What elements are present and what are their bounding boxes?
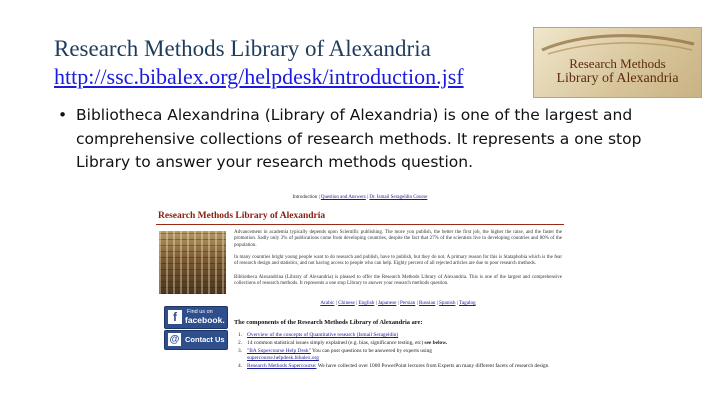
components-list <box>238 332 558 371</box>
helpdesk-link[interactable]: "BA Supercourse Help Desk" <box>247 348 311 355</box>
list-item-text: We have collected over 1000 PowerPoint lectures from Experts an many different facets of research design <box>316 362 549 369</box>
intro-paragraph-3: Bibliotheca Alexandrina (Library of Alexandria) is pleased to offer the Research Methods Library of Alexandria. This is one of the largest and comprehensive collections of research methods. It represents a one stop Library to answer your research methods question. <box>234 275 562 287</box>
list-item-number: 4. <box>238 362 243 369</box>
library-interior-photo <box>159 231 226 294</box>
list-item <box>238 348 558 361</box>
list-item-text: 14 common statistical issues simply explained (e.g. bias, significance testing, etc) <box>247 340 425 347</box>
bullet-point <box>58 104 698 175</box>
website-screenshot <box>156 195 564 400</box>
title-divider <box>156 224 564 225</box>
nav-question-answers[interactable]: Question and Answers <box>320 195 366 200</box>
overview-link[interactable]: Overview of the concepts of Quantitative research (Ismail Serageldin) <box>247 332 399 338</box>
logo-line-1: Research Methods <box>569 56 666 71</box>
lang-link-russian[interactable]: Russian <box>418 300 436 306</box>
facebook-icon: f <box>168 310 182 324</box>
facebook-button[interactable] <box>164 306 228 329</box>
lang-link-persian[interactable]: Persian <box>400 300 416 306</box>
supercourse-link[interactable]: Research Methods Supercourse: <box>247 362 317 369</box>
list-item <box>238 332 558 339</box>
see-below-text: see below. <box>424 340 448 347</box>
lang-link-chinese[interactable]: Chinese <box>338 300 355 306</box>
at-sign-icon: @ <box>169 334 180 345</box>
nav-separator: | <box>317 195 321 200</box>
bullet-text: Bibliotheca Alexandrina (Library of Alexandria) is one of the largest and comprehensive collections of research methods. It represents a one stop Library to answer your research methods question. <box>76 106 642 171</box>
list-item-number: 2. <box>238 340 243 347</box>
lang-link-tagalog[interactable]: Tagalog <box>459 300 476 306</box>
nav-separator: | <box>365 195 370 200</box>
lang-link-spanish[interactable]: Spanish <box>439 300 456 306</box>
nav-introduction[interactable]: Introduction <box>292 195 318 200</box>
site-nav <box>156 195 564 200</box>
lang-link-japanese[interactable]: Japanese <box>377 300 397 306</box>
facebook-big-text: facebook. <box>185 315 225 325</box>
list-item-number: 1. <box>238 332 243 338</box>
list-item-number: 3. <box>238 348 243 355</box>
list-item <box>238 340 558 347</box>
nav-serageldin-course[interactable]: Dr. Ismail Serageldin Course <box>369 195 428 200</box>
intro-paragraph-2: In many countries bright young people want to do research and publish, have to publish, but they do not. A primary reason for this is Stataphobia which is the fear of research design and statistics, and not having access to people who can help. Eighty percent of all rejected articles are due to poor research methods. <box>234 255 562 267</box>
page-title: Research Methods Library of Alexandria <box>158 211 326 221</box>
list-item <box>238 363 558 370</box>
list-item-text: You can post questions to be answered by experts using <box>310 348 432 355</box>
logo-line-2: Library of Alexandria <box>556 71 679 86</box>
slide-title: Research Methods Library of Alexandria <box>54 36 431 61</box>
bullet-dot-icon: • <box>58 106 68 124</box>
contact-us-button[interactable] <box>164 330 228 350</box>
lang-link-arabic[interactable]: Arabic <box>320 300 335 306</box>
language-links: Arabic | Chinese | English | Japanese | Persian | Russian | Spanish | Tagalog <box>320 300 476 306</box>
contact-us-label: Contact Us <box>185 335 225 344</box>
lang-link-english[interactable]: English <box>358 300 375 306</box>
slide-url-link[interactable]: http://ssc.bibalex.org/helpdesk/introduction.jsf <box>54 64 464 89</box>
research-methods-logo <box>533 27 702 98</box>
facebook-small-text: Find us on <box>187 309 213 315</box>
intro-paragraph-1: Advancement in academia typically depends upon Scientific publishing. The more you publish, the better the first job, the higher the raise, and the faster the promotion. Sadly only 3% of publications come from developing countries, despite the fact that 27% of the scientists live in developing countries and 80% of the population. <box>234 230 562 248</box>
components-heading: The components of the Research Methods Library of Alexandria are: <box>234 319 423 326</box>
helpdesk-url-link[interactable]: supercourse.helpdesk.bibalex.org <box>247 354 319 361</box>
